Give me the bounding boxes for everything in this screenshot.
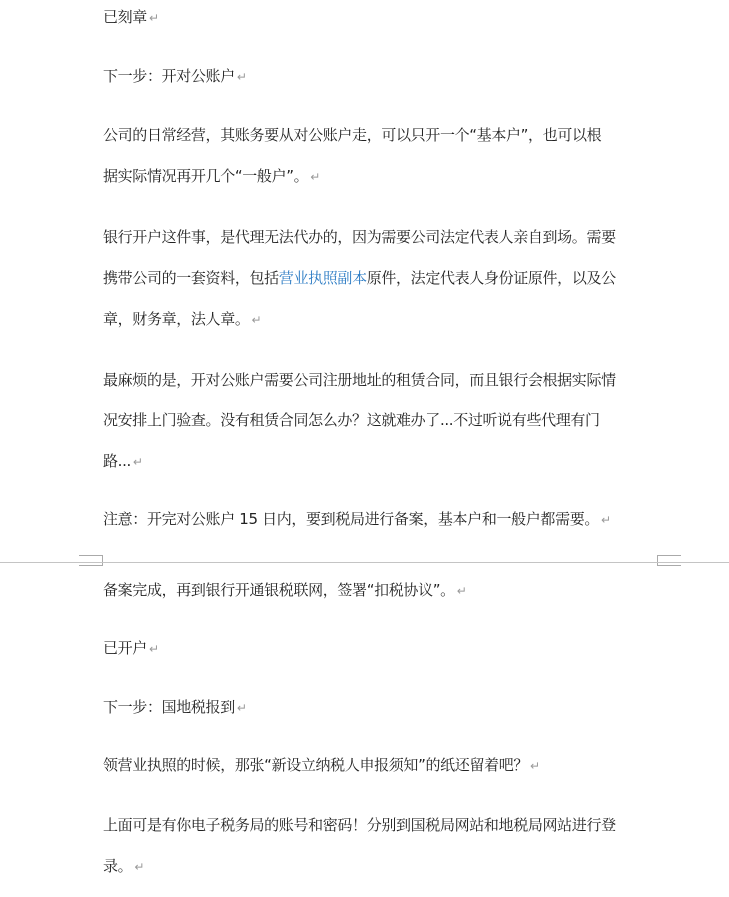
paragraph-mark-icon: ↵: [148, 11, 159, 25]
text: 领营业执照的时候，那张“新设立纳税人申报须知”的纸还留着吧？: [103, 756, 529, 774]
paragraph-mark-icon: ↵: [601, 513, 611, 527]
paragraph: [103, 509, 611, 529]
text: 已开户: [103, 639, 147, 657]
text: 据实际情况再开几个“一般户”。: [103, 167, 309, 185]
paragraph: [103, 7, 159, 27]
text: 注意：开完对公账户 15 日内，要到税局进行备案，基本户和一般户都需要。: [103, 510, 600, 528]
paragraph: [103, 697, 247, 717]
text: 备案完成，再到银行开通银税联网，签署“扣税协议”。: [103, 581, 455, 599]
paragraph: [103, 638, 159, 658]
paragraph-mark-icon: ↵: [236, 70, 247, 84]
text: 章，财务章，法人章。: [103, 310, 250, 328]
page-break: [0, 562, 729, 563]
page-corner-mark-right: [657, 555, 681, 566]
paragraph-mark-icon: ↵: [236, 701, 247, 715]
paragraph: [103, 66, 247, 86]
paragraph-line: [103, 451, 143, 471]
paragraph-line: [103, 166, 320, 186]
page-corner-mark-left: [79, 555, 103, 566]
paragraph: [103, 580, 467, 600]
paragraph-mark-icon: ↵: [310, 170, 321, 184]
paragraph-line: [103, 309, 261, 329]
paragraph-mark-icon: ↵: [251, 313, 262, 327]
text: 下一步：国地税报到: [103, 698, 235, 716]
paragraph-mark-icon: ↵: [148, 642, 159, 656]
business-license-link[interactable]: 营业执照副本: [278, 269, 367, 287]
text: 录。: [103, 857, 133, 875]
text: 下一步：开对公账户: [103, 67, 235, 85]
paragraph-line: [103, 268, 616, 288]
paragraph-mark-icon: ↵: [132, 455, 143, 469]
paragraph-mark-icon: ↵: [456, 584, 467, 598]
paragraph-line: 况安排上门验查。没有租赁合同怎么办？这就难办了...不过听说有些代理有门: [103, 411, 600, 429]
text: 携带公司的一套资料，包括: [103, 269, 279, 287]
paragraph-mark-icon: ↵: [530, 759, 540, 773]
text: 原件，法定代表人身份证原件，以及公: [366, 269, 616, 287]
paragraph-line: 银行开户这件事，是代理无法代办的，因为需要公司法定代表人亲自到场。需要: [103, 228, 616, 246]
paragraph-line: 上面可是有你电子税务局的账号和密码！分别到国税局网站和地税局网站进行登: [103, 816, 616, 834]
text: 已刻章: [103, 8, 147, 26]
paragraph-mark-icon: ↵: [134, 860, 145, 874]
paragraph-line: [103, 856, 144, 876]
text: 路...: [103, 452, 131, 470]
paragraph: [103, 755, 540, 775]
paragraph-line: 公司的日常经营，其账务要从对公账户走，可以只开一个“基本户”，也可以根: [103, 126, 602, 144]
paragraph-line: 最麻烦的是，开对公账户需要公司注册地址的租赁合同，而且银行会根据实际情: [103, 371, 616, 389]
